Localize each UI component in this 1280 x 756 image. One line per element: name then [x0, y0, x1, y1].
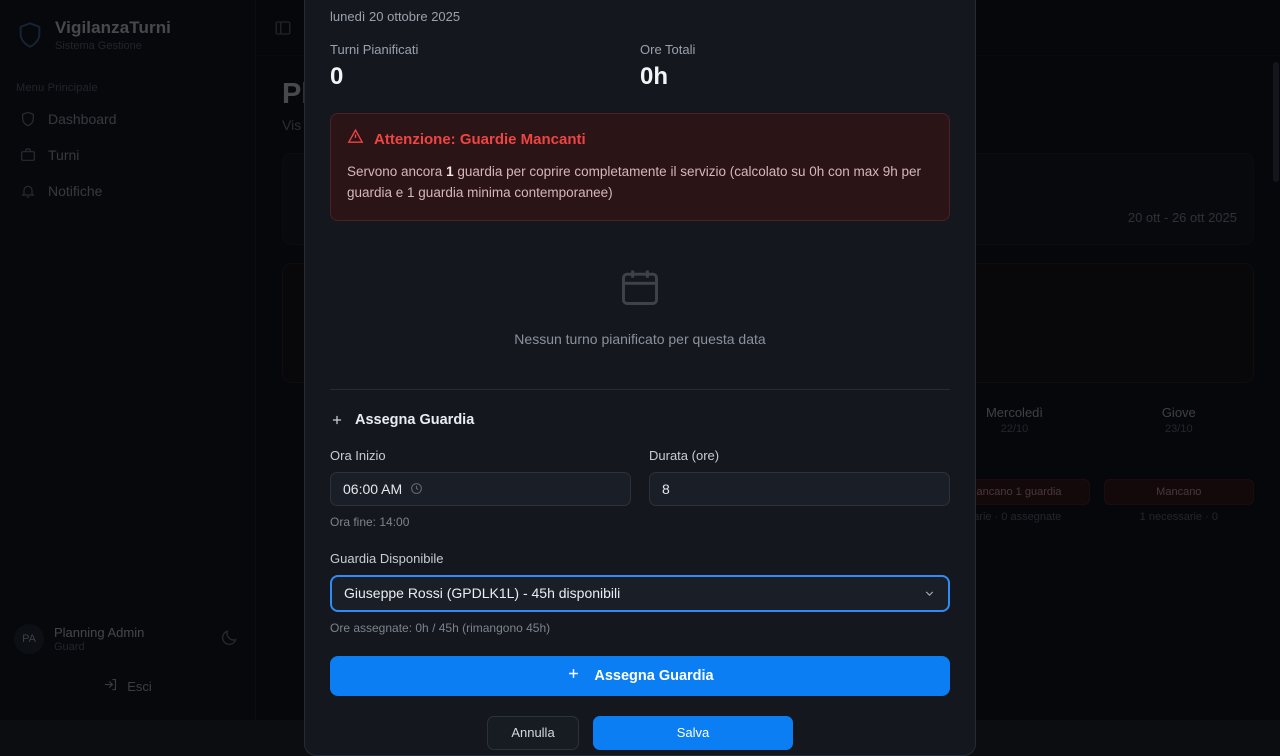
- plus-icon: [566, 666, 581, 685]
- start-time-input[interactable]: [330, 472, 631, 506]
- save-button[interactable]: Salva: [593, 716, 793, 750]
- start-time-label: Ora Inizio: [330, 447, 386, 463]
- clock-icon[interactable]: [410, 482, 423, 495]
- assigned-hours-hint: Ore assegnate: 0h / 45h (rimangono 45h): [330, 620, 551, 635]
- alert-text-post: guardia per coprire completamente il servizio (calcolato su 0h con max 9h per guardia e 1 guardia minima contemporanee): [347, 164, 922, 200]
- duration-value: 8: [662, 480, 670, 497]
- alert-title: Attenzione: Guardie Mancanti: [374, 130, 586, 148]
- assign-guard-label: Assegna Guardia: [594, 667, 714, 684]
- empty-state: [330, 221, 950, 347]
- alert-count: 1: [446, 164, 454, 179]
- assign-guard-button[interactable]: [330, 656, 950, 696]
- guard-select-value: Giuseppe Rossi (GPDLK1L) - 45h disponibili: [344, 585, 621, 602]
- guard-select-label: Guardia Disponibile: [330, 550, 444, 566]
- guard-select[interactable]: [330, 575, 950, 612]
- start-time-value: 06:00 AM: [343, 480, 403, 497]
- duration-label: Durata (ore): [649, 447, 720, 463]
- alert-head: [347, 128, 933, 150]
- time-fields: [330, 448, 950, 506]
- cancel-button[interactable]: Annulla: [487, 716, 579, 750]
- summary-value: 0h: [640, 63, 669, 90]
- modal-footer: [330, 716, 950, 750]
- duration-input[interactable]: [649, 472, 950, 506]
- calendar-icon: [618, 265, 662, 309]
- summary-label: Turni Pianificati: [330, 42, 419, 57]
- assign-section-title: Assegna Guardia: [355, 411, 475, 428]
- chevron-down-icon: [923, 587, 936, 600]
- divider: [330, 389, 950, 390]
- modal-summary: [330, 42, 950, 91]
- missing-guards-alert: [330, 113, 950, 221]
- empty-state-text: Nessun turno pianificato per questa data: [514, 330, 766, 347]
- warning-triangle-icon: [347, 128, 364, 150]
- summary-value: 0: [330, 63, 344, 90]
- end-time-hint: Ora fine: 14:00: [330, 514, 410, 529]
- alert-text-pre: Servono ancora: [347, 164, 447, 179]
- summary-label: Ore Totali: [640, 42, 696, 57]
- modal-date: lunedì 20 ottobre 2025: [330, 9, 461, 24]
- duration-field-wrap: [649, 448, 950, 506]
- shift-planning-modal: [304, 0, 976, 756]
- start-time-field-wrap: [330, 448, 631, 506]
- summary-shifts: [330, 42, 640, 91]
- assign-section-head: [330, 412, 950, 428]
- summary-hours: [640, 42, 950, 91]
- alert-body: [347, 162, 933, 204]
- plus-icon: [330, 413, 344, 427]
